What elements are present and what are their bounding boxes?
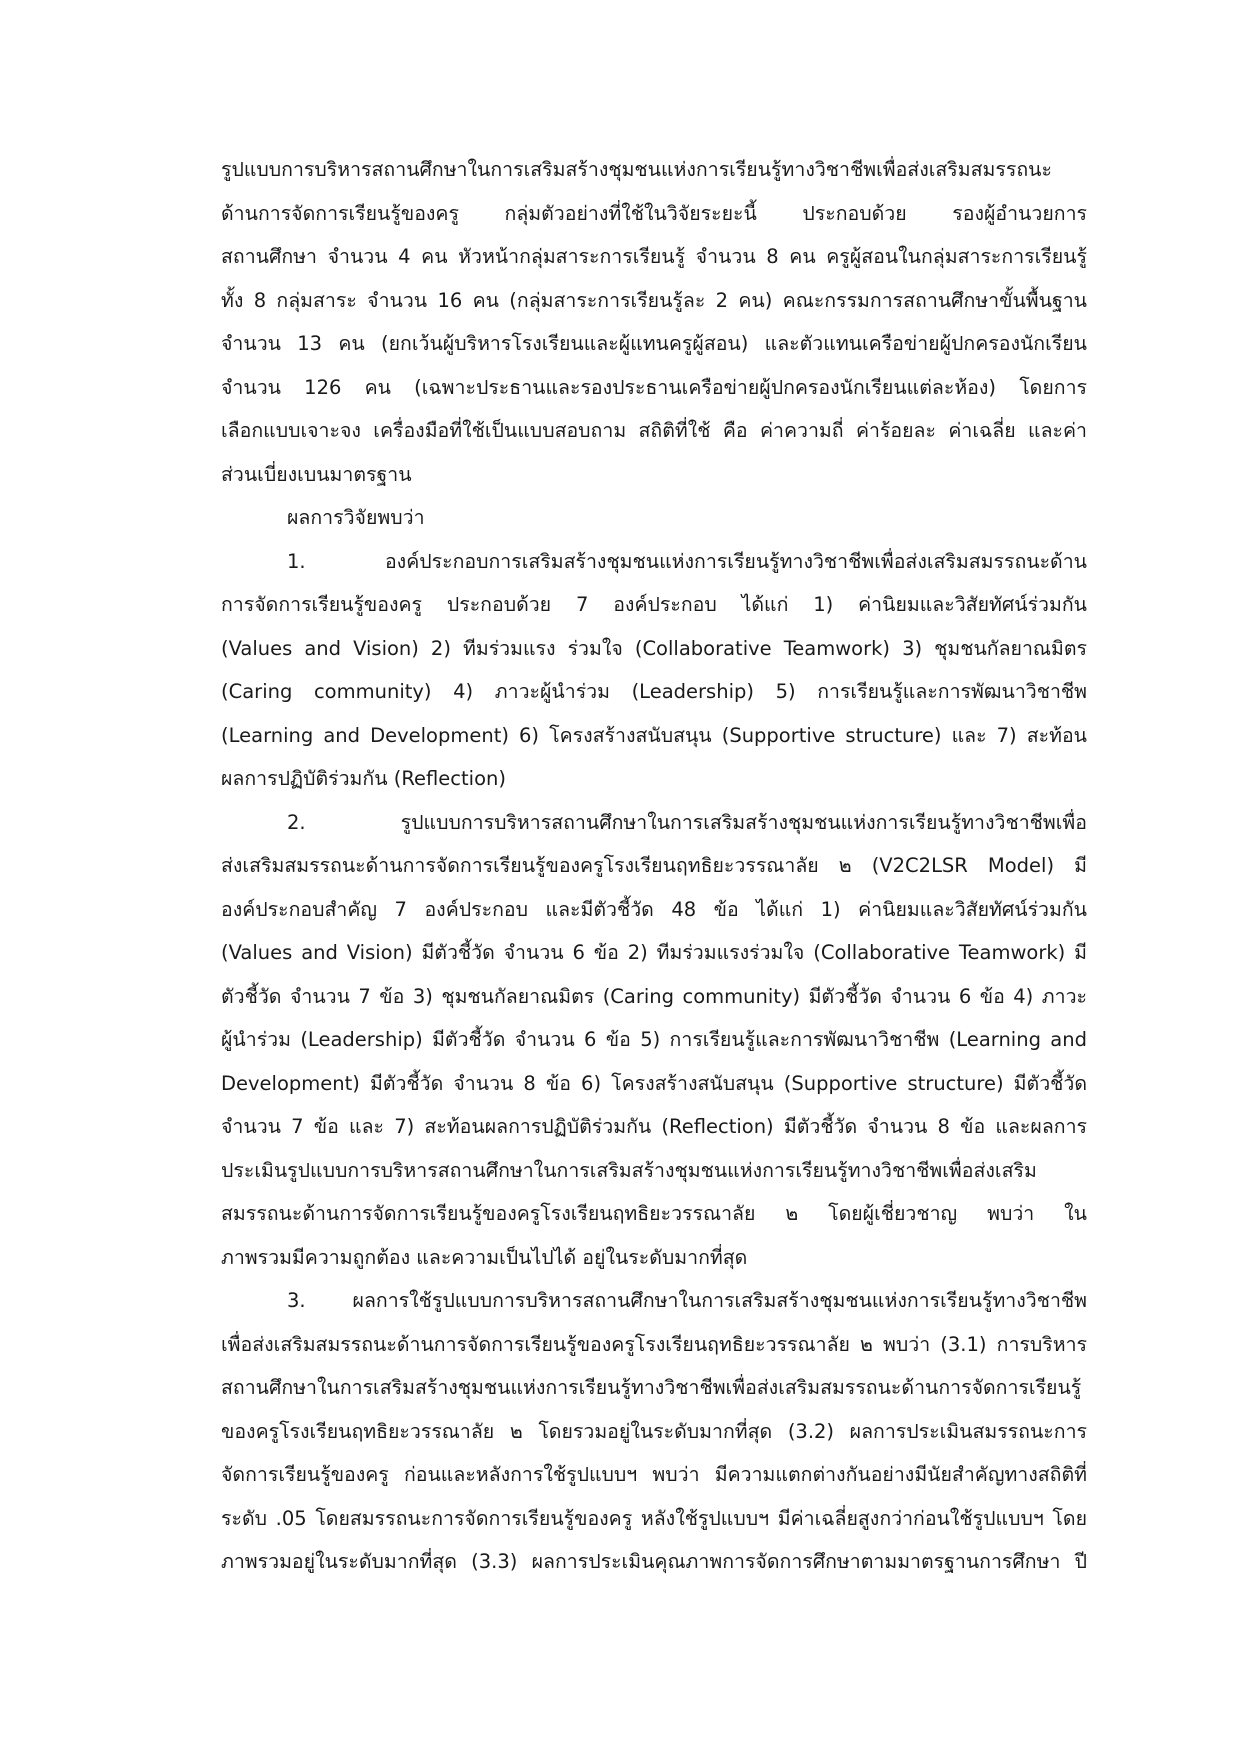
text-line: ผลการปฏิบัติร่วมกัน (Reflection) [221,767,506,790]
text-line: องค์ประกอบสำคัญ 7 องค์ประกอบ และมีตัวชี้วัด 48 ข้อ ได้แก่ 1) ค่านิยมและวิสัยทัศน์ร่วมกัน [221,897,1087,921]
text-line: Development) มีตัวชี้วัด จำนวน 8 ข้อ 6) โครงสร้างสนับสนุน (Supportive structure) มีตัวชี้วัด [221,1071,1087,1095]
document-body [221,148,1087,1584]
text-line: ภาพรวมมีความถูกต้อง และความเป็นไปได้ อยู่ในระดับมากที่สุด [221,1245,748,1269]
text-line: (Values and Vision) 2) ทีมร่วมแรง ร่วมใจ (Collaborative Teamwork) 3) ชุมชนกัลยาณมิตร [221,636,1087,660]
text-line: 3. ผลการใช้รูปแบบการบริหารสถานศึกษาในการเสริมสร้างชุมชนแห่งการเรียนรู้ทางวิชาชีพ [287,1289,1087,1312]
text-line: (Learning and Development) 6) โครงสร้างสนับสนุน (Supportive structure) และ 7) สะท้อน [221,723,1087,747]
text-line: ทั้ง 8 กลุ่มสาระ จำนวน 16 คน (กลุ่มสาระการเรียนรู้ละ 2 คน) คณะกรรมการสถานศึกษาขั้นพื้นฐาน [221,288,1087,312]
text-line: ภาพรวมอยู่ในระดับมากที่สุด (3.3) ผลการประเมินคุณภาพการจัดการศึกษาตามมาตรฐานการศึกษา ปี [221,1550,1087,1573]
section-heading: ผลการวิจัยพบว่า [287,506,425,529]
text-line: ประเมินรูปแบบการบริหารสถานศึกษาในการเสริมสร้างชุมชนแห่งการเรียนรู้ทางวิชาชีพเพื่อส่งเสริม [221,1158,1037,1182]
text-line: ผู้นำร่วม (Leadership) มีตัวชี้วัด จำนวน 6 ข้อ 5) การเรียนรู้และการพัฒนาวิชาชีพ (Learning and [221,1028,1087,1051]
text-line: สมรรถนะด้านการจัดการเรียนรู้ของครูโรงเรียนฤทธิยะวรรณาลัย ๒ โดยผู้เชี่ยวชาญ พบว่า ใน [221,1202,1087,1225]
text-line: 2. รูปแบบการบริหารสถานศึกษาในการเสริมสร้างชุมชนแห่งการเรียนรู้ทางวิชาชีพเพื่อ [287,810,1087,834]
text-line: การจัดการเรียนรู้ของครู ประกอบด้วย 7 องค์ประกอบ ได้แก่ 1) ค่านิยมและวิสัยทัศน์ร่วมกัน [221,593,1087,616]
text-line: ด้านการจัดการเรียนรู้ของครู กลุ่มตัวอย่างที่ใช้ในวิจัยระยะนี้ ประกอบด้วย รองผู้อำนวยการ [221,201,1087,225]
text-line: (Caring community) 4) ภาวะผู้นำร่วม (Leadership) 5) การเรียนรู้และการพัฒนาวิชาชีพ [221,680,1087,703]
text-line: ตัวชี้วัด จำนวน 7 ข้อ 3) ชุมชนกัลยาณมิตร (Caring community) มีตัวชี้วัด จำนวน 6 ข้อ 4) ภาวะ [221,984,1087,1008]
text-line: ส่งเสริมสมรรถนะด้านการจัดการเรียนรู้ของครูโรงเรียนฤทธิยะวรรณาลัย ๒ (V2C2LSR Model) มี [221,854,1087,877]
text-line: รูปแบบการบริหารสถานศึกษาในการเสริมสร้างชุมชนแห่งการเรียนรู้ทางวิชาชีพเพื่อส่งเสริมสมรรถนะ [221,158,1052,181]
text-line: ของครูโรงเรียนฤทธิยะวรรณาลัย ๒ โดยรวมอยู่ในระดับมากที่สุด (3.2) ผลการประเมินสมรรถนะการ [221,1419,1087,1443]
text-line: ระดับ .05 โดยสมรรถนะการจัดการเรียนรู้ของครู หลังใช้รูปแบบฯ มีค่าเฉลี่ยสูงกว่าก่อนใช้รูปแบบฯ โดย [221,1506,1087,1530]
text-line: (Values and Vision) มีตัวชี้วัด จำนวน 6 ข้อ 2) ทีมร่วมแรงร่วมใจ (Collaborative Teamwork) มี [221,941,1087,964]
text-line: 1. องค์ประกอบการเสริมสร้างชุมชนแห่งการเรียนรู้ทางวิชาชีพเพื่อส่งเสริมสมรรถนะด้าน [287,549,1087,573]
text-line: ส่วนเบี่ยงเบนมาตรฐาน [221,462,412,486]
text-line: จำนวน 126 คน (เฉพาะประธานและรองประธานเครือข่ายผู้ปกครองนักเรียนแต่ละห้อง) โดยการ [221,375,1087,399]
text-line: เพื่อส่งเสริมสมรรถนะด้านการจัดการเรียนรู้ของครูโรงเรียนฤทธิยะวรรณาลัย ๒ พบว่า (3.1) การบริหาร [221,1332,1087,1356]
text-line: สถานศึกษา จำนวน 4 คน หัวหน้ากลุ่มสาระการเรียนรู้ จำนวน 8 คน ครูผู้สอนในกลุ่มสาระการเรียนรู้ [221,245,1087,268]
text-line: เลือกแบบเจาะจง เครื่องมือที่ใช้เป็นแบบสอบถาม สถิติที่ใช้ คือ ค่าความถี่ ค่าร้อยละ ค่าเฉลี่ย และค่า [221,419,1087,442]
text-line: สถานศึกษาในการเสริมสร้างชุมชนแห่งการเรียนรู้ทางวิชาชีพเพื่อส่งเสริมสมรรถนะด้านการจัดการเรียนรู้ [221,1376,1082,1399]
text-line: จำนวน 7 ข้อ และ 7) สะท้อนผลการปฏิบัติร่วมกัน (Reflection) มีตัวชี้วัด จำนวน 8 ข้อ และผลการ [221,1115,1087,1138]
text-line: จัดการเรียนรู้ของครู ก่อนและหลังการใช้รูปแบบฯ พบว่า มีความแตกต่างกันอย่างมีนัยสำคัญทางสถิติที่ [221,1463,1087,1486]
text-line: จำนวน 13 คน (ยกเว้นผู้บริหารโรงเรียนและผู้แทนครูผู้สอน) และตัวแทนเครือข่ายผู้ปกครองนักเรียน [221,332,1087,355]
